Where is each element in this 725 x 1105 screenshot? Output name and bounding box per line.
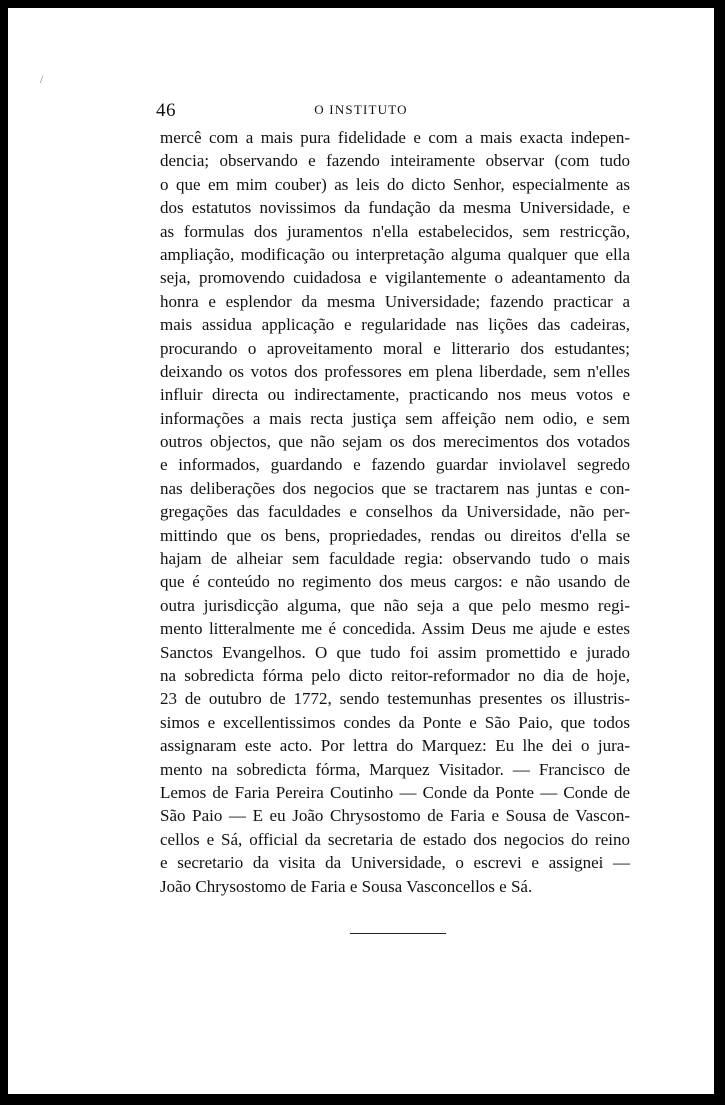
text-line: seja, promovendo cuidadosa e vigilantemente o adeantamento da (160, 268, 630, 288)
margin-mark: / (40, 72, 44, 86)
text-line: nas deliberações dos negocios que se tractarem nas juntas e con- (160, 478, 630, 498)
text-line: cellos e Sá, official da secretaria de estado dos negocios do reino (160, 829, 630, 849)
text-line: mento litteralmente me é concedida. Assim Deus me ajude e estes (160, 619, 630, 639)
text-line: ampliação, modificação ou interpretação alguma qualquer que ella (160, 244, 630, 264)
running-head: O INSTITUTO (314, 102, 408, 117)
text-line: informações a mais recta justiça sem affeição nem odio, e sem (160, 408, 630, 428)
text-line: Sanctos Evangelhos. O que tudo foi assim promettido e jurado (160, 642, 630, 662)
text-line: mittindo que os bens, propriedades, rendas ou direitos d'ella se (160, 525, 630, 545)
text-line: honra e esplendor da mesma Universidade; fazendo practicar a (160, 291, 630, 311)
text-line: mento na sobredicta fórma, Marquez Visitador. — Francisco de (160, 759, 630, 779)
text-line: o que em mim couber) as leis do dicto Senhor, especialmente as (160, 174, 630, 194)
text-line: que é conteúdo no regimento dos meus cargos: e não usando de (160, 572, 630, 592)
text-line: João Chrysostomo de Faria e Sousa Vasconcellos e Sá. (160, 876, 533, 896)
text-line: influir directa ou indirectamente, practicando nos meus votos e (160, 385, 630, 405)
text-line: mercê com a mais pura fidelidade e com a mais exacta indepen- (160, 128, 630, 147)
text-line: deixando os votos dos professores em plena liberdade, sem n'elles (160, 361, 630, 381)
text-line: e informados, guardando e fazendo guardar inviolavel segredo (160, 455, 630, 475)
text-line: outra jurisdicção alguma, que não seja a que pelo mesmo regi- (160, 595, 630, 615)
text-line: São Paio — E eu João Chrysostomo de Faria e Sousa de Vascon- (160, 806, 630, 826)
text-line: e secretario da visita da Universidade, o escrevi e assignei — (160, 853, 630, 873)
closing-rule (350, 933, 446, 934)
text-line: 23 de outubro de 1772, sendo testemunhas presentes os illustris- (160, 689, 630, 709)
text-line: dos estatutos novissimos da fundação da mesma Universidade, e (160, 198, 630, 218)
text-line: dencia; observando e fazendo inteiramente observar (com tudo (160, 151, 630, 171)
text-line: as formulas dos juramentos n'ella estabelecidos, sem restricção, (160, 221, 630, 241)
page-header (8, 100, 714, 124)
text-line: simos e excellentissimos condes da Ponte e São Paio, que todos (160, 712, 630, 732)
body-text (160, 126, 630, 898)
text-line: outros objectos, que não sejam os dos merecimentos dos votados (160, 432, 630, 452)
document-page (8, 8, 714, 1094)
text-line: Lemos de Faria Pereira Coutinho — Conde da Ponte — Conde de (160, 782, 630, 802)
text-line: assignaram este acto. Por lettra do Marquez: Eu lhe dei o jura- (160, 736, 630, 756)
text-line: gregações das faculdades e conselhos da Universidade, não per- (160, 502, 630, 522)
text-line: na sobredicta fórma pelo dicto reitor-reformador no dia de hoje, (160, 665, 630, 685)
text-line: mais assidua applicação e regularidade nas lições das cadeiras, (160, 315, 630, 335)
page-number: 46 (156, 100, 176, 121)
text-line: procurando o aproveitamento moral e litterario dos estudantes; (160, 338, 630, 358)
text-line: hajam de alheiar sem faculdade regia: observando tudo o mais (160, 549, 630, 569)
